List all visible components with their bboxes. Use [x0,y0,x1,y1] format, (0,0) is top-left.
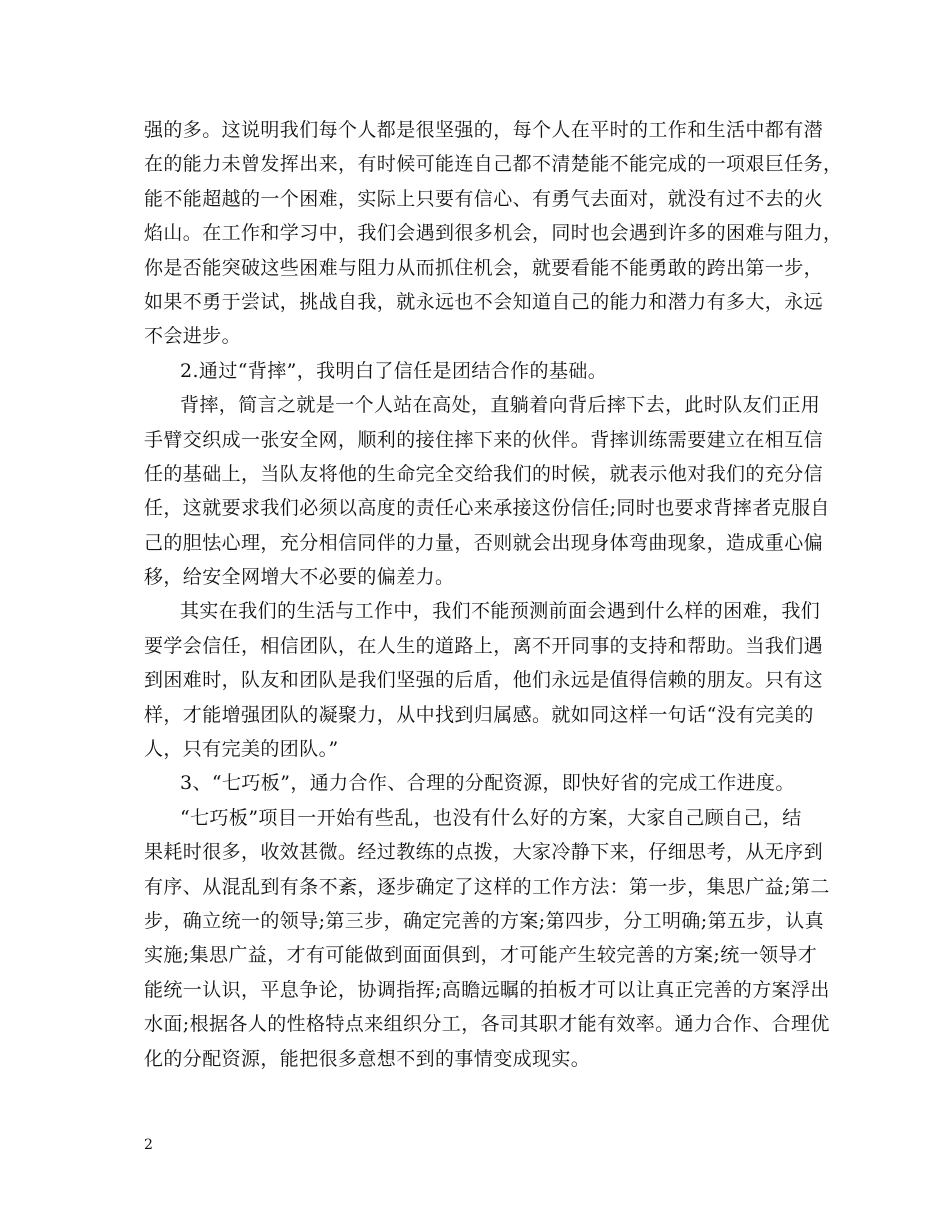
page-number: 2 [144,1137,153,1153]
text-line: 3、“七巧板”，通力合作、合理的分配资源，即快好省的完成工作进度。 [180,772,795,795]
text-line: 到困难时，队友和团队是我们坚强的后盾，他们永远是值得信赖的朋友。只有这 [144,669,824,692]
text-line: 化的分配资源，能把很多意想不到的事情变成现实。 [144,1047,591,1070]
text-line: 任，这就要求我们必须以高度的责任心来承接这份信任;同时也要求背摔者克服自 [144,497,830,520]
document-body [144,113,843,1076]
text-line: 如果不勇于尝试，挑战自我，就永远也不会知道自己的能力和潜力有多大，永远 [144,290,824,313]
text-line: 移，给安全网增大不必要的偏差力。 [144,566,455,589]
text-line: 不会进步。 [144,325,242,348]
text-line: 2.通过“背摔”，我明白了信任是团结合作的基础。 [180,359,608,382]
text-line: 己的胆怯心理，充分相信同伴的力量，否则就会出现身体弯曲现象，造成重心偏 [144,531,824,554]
text-line: 在的能力未曾发挥出来，有时候可能连自己都不清楚能不能完成的一项艰巨任务， [144,153,843,176]
text-line: 水面;根据各人的性格特点来组织分工，各司其职才能有效率。通力合作、合理优 [144,1013,830,1036]
text-line: 背摔，简言之就是一个人站在高处，直躺着向背后摔下去，此时队友们正用 [180,394,821,417]
text-line: 你是否能突破这些困难与阻力从而抓住机会，就要看能不能勇敢的跨出第一步， [144,256,824,279]
text-line: “七巧板”项目一开始有些乱，也没有什么好的方案，大家自己顾自己，结 [180,806,802,829]
text-line: 样，才能增强团队的凝聚力，从中找到归属感。就如同这样一句话“没有完美的 [144,703,814,726]
text-line: 手臂交织成一张安全网，顺利的接住摔下来的伙伴。背摔训练需要建立在相互信 [144,428,824,451]
text-line: 人，只有完美的团队。” [144,738,339,761]
text-line: 能不能超越的一个困难，实际上只要有信心、有勇气去面对，就没有过不去的火 [144,187,824,210]
text-line: 步，确立统一的领导;第三步，确定完善的方案;第四步，分工明确;第五步，认真 [144,909,825,932]
text-line: 其实在我们的生活与工作中，我们不能预测前面会遇到什么样的困难，我们 [180,600,821,623]
text-line: 实施;集思广益，才有可能做到面面俱到，才可能产生较完善的方案;统一领导才 [144,944,818,967]
text-line: 有序、从混乱到有条不紊，逐步确定了这样的工作方法：第一步，集思广益;第二 [144,875,830,898]
text-line: 焰山。在工作和学习中，我们会遇到很多机会，同时也会遇到许多的困难与阻力， [144,222,843,245]
text-line: 果耗时很多，收效甚微。经过教练的点拨，大家冷静下来，仔细思考，从无序到 [144,841,824,864]
text-line: 要学会信任，相信团队，在人生的道路上，离不开同事的支持和帮助。当我们遇 [144,634,824,657]
text-line: 任的基础上，当队友将他的生命完全交给我们的时候，就表示他对我们的充分信 [144,462,824,485]
text-line: 强的多。这说明我们每个人都是很坚强的，每个人在平时的工作和生活中都有潜 [144,119,824,141]
text-line: 能统一认识，平息争论，协调指挥;高瞻远瞩的拍板才可以让真正完善的方案浮出 [144,978,830,1001]
